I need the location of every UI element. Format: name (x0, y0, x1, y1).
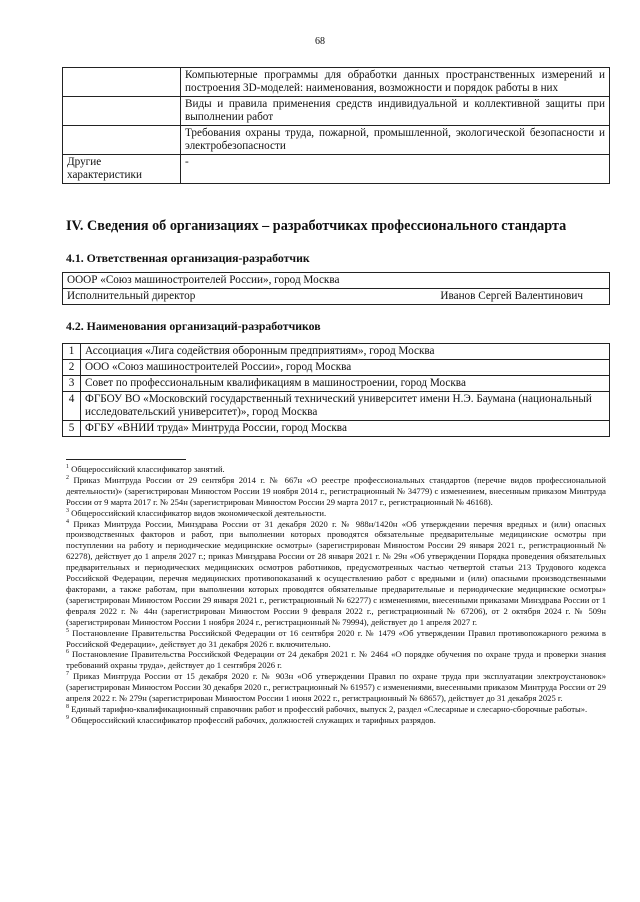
row-number: 4 (63, 392, 81, 421)
footnote (66, 715, 606, 726)
table-row (63, 289, 610, 305)
organization-name: Совет по профессиональным квалификациям в машиностроении, город Москва (81, 376, 610, 392)
table-row (63, 68, 610, 97)
footnote-mark: 4 (66, 518, 69, 525)
footnote-mark: 7 (66, 671, 69, 678)
footnote-text: Общероссийский классификатор профессий рабочих, должностей служащих и тарифных разрядов. (71, 714, 436, 725)
qualification-requirements-table (62, 67, 610, 184)
signatory-cell (63, 289, 610, 305)
table-row (63, 273, 610, 289)
table-row (63, 155, 610, 184)
footnote-text: Единый тарифно-квалификационный справочник работ и профессий рабочих, выпуск 2, раздел «Слесарные и слесарно-сборочные работы». (71, 703, 588, 714)
organization-name: ФГБУ «ВНИИ труда» Минтруда России, город Москва (81, 421, 610, 437)
footnote (66, 475, 606, 508)
footnote-text: Постановление Правительства Российской Федерации от 16 сентября 2020 г. № 1479 «Об утверждении Правил противопожарного режима в Российской Федерации», действует до 31 декабря 2026 г. включительно. (66, 627, 606, 649)
footnote (66, 704, 606, 715)
footnote (66, 508, 606, 519)
signatory-position: Исполнительный директор (67, 290, 196, 302)
row-number: 1 (63, 344, 81, 360)
signatory-name: Иванов Сергей Валентинович (440, 290, 583, 302)
responsible-organization-table (62, 272, 610, 305)
table-cell-label: Другие характеристики (63, 155, 181, 184)
row-number: 5 (63, 421, 81, 437)
table-row (63, 392, 610, 421)
developer-organizations-heading: 4.2. Наименования организаций-разработчиков (66, 319, 321, 333)
footnote-text: Общероссийский классификатор видов экономической деятельности. (71, 507, 327, 518)
table-cell-text: Требования охраны труда, пожарной, промышленной, экологической безопасности и электробезопасности (181, 126, 610, 155)
table-cell-text: Компьютерные программы для обработки данных пространственных измерений и построения 3D-моделей: наименования, возможности и порядок работы в них (181, 68, 610, 97)
responsible-organization-heading: 4.1. Ответственная организация-разработчик (66, 251, 310, 265)
footnote (66, 628, 606, 650)
developer-organizations-table (62, 343, 610, 437)
organization-name: ООО «Союз машиностроителей России», город Москва (81, 360, 610, 376)
footnote-text: Приказ Минтруда России от 15 декабря 2020 г. № 903н «Об утверждении Правил по охране труда при эксплуатации электроустановок» (зарегистрирован Минюстом России 30 декабря 2020 г., регистрационный № 61957) с изменениями, внесенными приказом Минтруда России от 29 апреля 2022 г. № 279н (зарегистрирован Минюстом России 1 июня 2022 г., регистрационный № 68657), действует до 31 декабря 2025 г. (66, 671, 606, 704)
footnotes (66, 464, 606, 726)
table-cell-text: - (181, 155, 610, 184)
footnote-text: Приказ Минтруда России от 29 сентября 2014 г. № 667н «О реестре профессиональных стандартов (перечне видов профессиональной деятельности)» (зарегистрирован Минюстом России 19 ноября 2014 г., регистрационный № 34779) с изменением, внесенным приказом Минтруда России от 9 марта 2017 г. № 254н (зарегистрирован Минюстом России 29 марта 2017 г., регистрационный № 46168). (66, 474, 607, 507)
organization-name: Ассоциация «Лига содействия оборонным предприятиям», город Москва (81, 344, 610, 360)
table-cell-label (63, 68, 181, 97)
section-title: IV. Сведения об организациях – разработчиках профессионального стандарта (66, 218, 567, 234)
footnote-text: Общероссийский классификатор занятий. (71, 464, 225, 474)
footnote-mark: 5 (66, 627, 69, 634)
table-row (63, 344, 610, 360)
footnote-separator (66, 459, 186, 460)
footnote-mark: 2 (66, 475, 69, 482)
footnote (66, 519, 606, 628)
page-number: 68 (315, 36, 325, 47)
table-cell-text: Виды и правила применения средств индивидуальной и коллективной защиты при выполнении работ (181, 97, 610, 126)
table-row (63, 97, 610, 126)
footnote (66, 464, 606, 475)
footnote-text: Приказ Минтруда России, Минздрава России от 31 декабря 2020 г. № 988н/1420н «Об утверждении перечня вредных и (или) опасных производственных факторов и работ, при выполнении которых проводятся обязательные предварительные медицинские осмотры при поступлении на работу и периодические медицинские осмотры» (зарегистрирован Минюстом России 29 января 2021 г., регистрационный № 62278), действует до 1 апреля 2027 г.; приказ Минздрава России от 28 января 2021 г. № 29н «Об утверждении Порядка проведения обязательных предварительных и периодических медицинских осмотров работников, предусмотренных частью четвертой статьи 213 Трудового кодекса Российской Федерации, перечня медицинских противопоказаний к осуществлению работ с вредными и (или) опасными производственными факторами, а также работам, при выполнении которых проводятся обязательные предварительные и периодические медицинские осмотры» (зарегистрирован Минюстом России 29 января 2021 г., регистрационный № 62277) с изменениями, внесенными приказами Минздрава России от 1 февраля 2022 г. № 44н (зарегистрирован Минюстом России 9 февраля 2022 г., регистрационный № 67206), от 2 октября 2024 г. № 509н (зарегистрирован Минюстом России 1 ноября 2024 г., регистрационный № 79994), действует до 1 апреля 2027 г. (66, 518, 606, 627)
organization-name: ФГБОУ ВО «Московский государственный технический университет имени Н.Э. Баумана (национальный исследовательский университет)», город Москва (81, 392, 610, 421)
footnote-mark: 9 (66, 714, 69, 721)
table-row (63, 126, 610, 155)
table-row (63, 360, 610, 376)
table-row (63, 376, 610, 392)
footnote-mark: 3 (66, 507, 69, 514)
table-cell-label (63, 126, 181, 155)
table-cell-label (63, 97, 181, 126)
footnote-text: Постановление Правительства Российской Федерации от 24 декабря 2021 г. № 2464 «О порядке обучения по охране труда и проверки знания требований охраны труда», действует до 1 сентября 2026 г. (66, 649, 606, 671)
footnote (66, 671, 606, 704)
table-row (63, 421, 610, 437)
footnote-mark: 1 (66, 464, 69, 471)
footnote-mark: 6 (66, 649, 69, 656)
footnote (66, 649, 606, 671)
row-number: 2 (63, 360, 81, 376)
row-number: 3 (63, 376, 81, 392)
organization-name: ОООР «Союз машиностроителей России», город Москва (63, 273, 610, 289)
footnote-mark: 8 (66, 704, 69, 711)
